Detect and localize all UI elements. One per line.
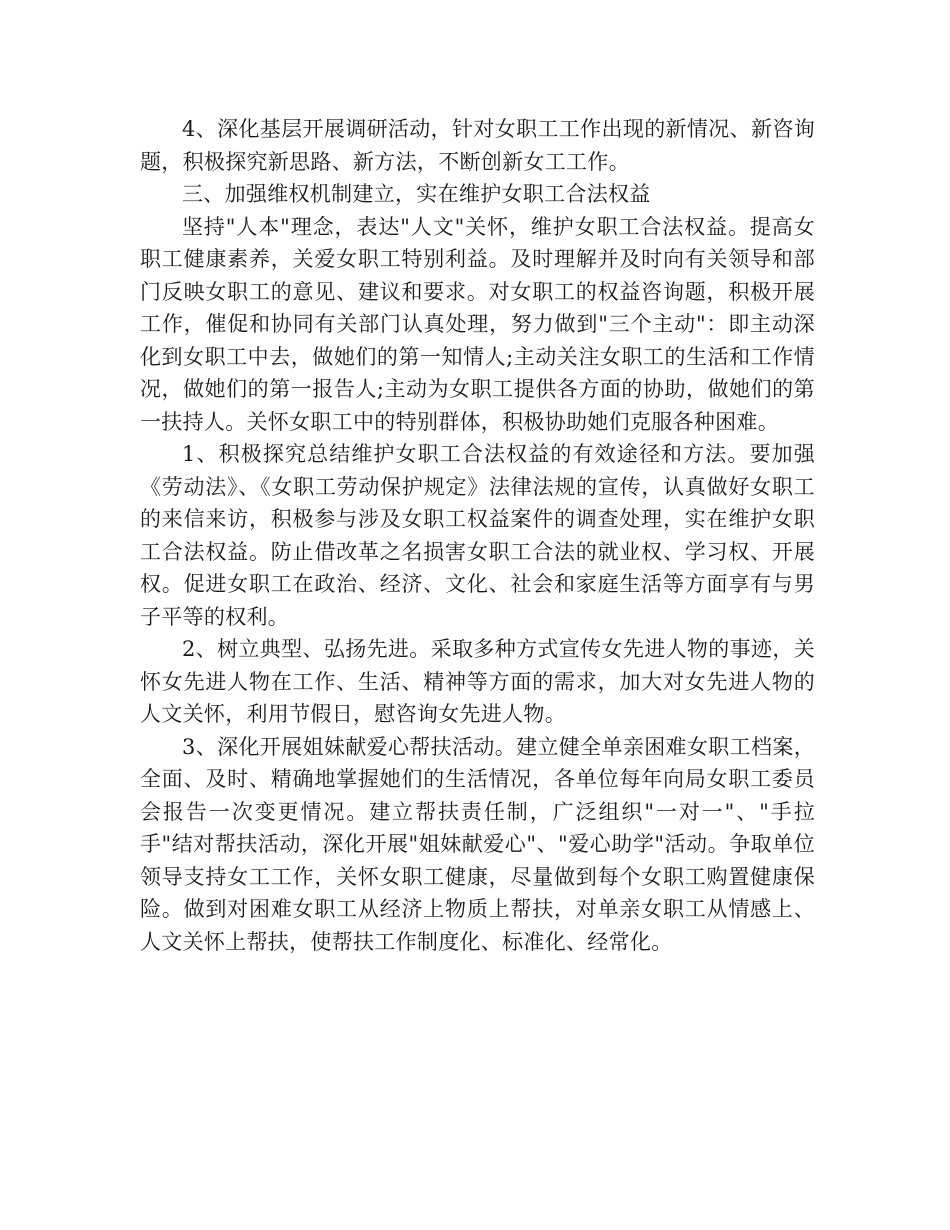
paragraph-item-4-research: 4、深化基层开展调研活动，针对女职工工作出现的新情况、新咨询题，积极探究新思路、新方法，不断创新女工工作。 bbox=[140, 117, 815, 174]
paragraph-rights-overview: 坚持"人本"理念，表达"人文"关怀，维护女职工合法权益。提高女职工健康素养，关爱女职工特别利益。及时理解并及时向有关领导和部门反映女职工的意见、建议和要求。对女职工的权益咨询题，积极开展工作，催促和协同有关部门认真处理，努力做到"三个主动"：即主动深化到女职工中去，做她们的第一知情人;主动关注女职工的生活和工作情况，做她们的第一报告人;主动为女职工提供各方面的协助，做她们的第一扶持人。关怀女职工中的特别群体，积极协助她们克服各种困难。 bbox=[140, 214, 815, 434]
section-heading-rights-mechanism: 三、加强维权机制建立，实在维护女职工合法权益 bbox=[182, 182, 651, 206]
paragraph-item-1-legal-rights: 1、积极探究总结维护女职工合法权益的有效途径和方法。要加强《劳动法》、《女职工劳动保护规定》法律法规的宣传，认真做好女职工的来信来访，积极参与涉及女职工权益案件的调查处理，实在维护女职工合法权益。防止借改革之名损害女职工合法的就业权、学习权、开展权。促进女职工在政治、经济、文化、社会和家庭生活等方面享有与男子平等的权利。 bbox=[140, 442, 815, 629]
paragraph-item-3-support-activities: 3、深化开展姐妹献爱心帮扶活动。建立健全单亲困难女职工档案，全面、及时、精确地掌握她们的生活情况，各单位每年向局女职工委员会报告一次变更情况。建立帮扶责任制，广泛组织"一对一"、"手拉手"结对帮扶活动，深化开展"姐妹献爱心"、"爱心助学"活动。争取单位领导支持女工工作，关怀女职工健康，尽量做到每个女职工购置健康保险。做到对困难女职工从经济上物质上帮扶，对单亲女职工从情感上、人文关怀上帮扶，使帮扶工作制度化、标准化、经常化。 bbox=[140, 734, 815, 954]
paragraph-item-2-role-models: 2、树立典型、弘扬先进。采取多种方式宣传女先进人物的事迹，关怀女先进人物在工作、生活、精神等方面的需求，加大对女先进人物的人文关怀，利用节假日，慰咨询女先进人物。 bbox=[140, 637, 815, 726]
document-body bbox=[140, 113, 815, 958]
